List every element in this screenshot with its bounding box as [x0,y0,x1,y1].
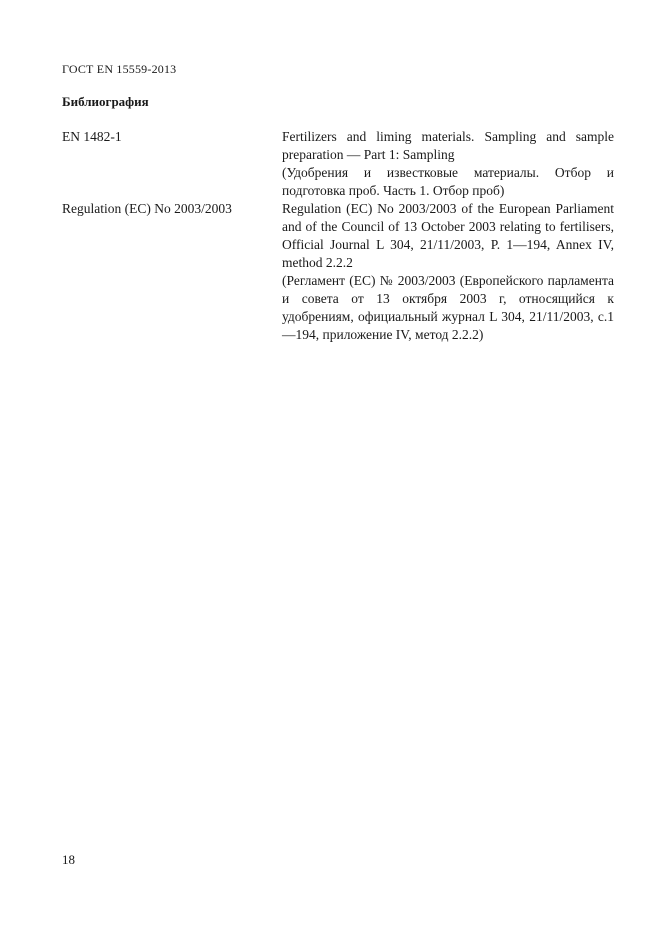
bibliography-description-ru: (Удобрения и известковые материалы. Отбор и подготовка проб. Часть 1. Отбор проб) [282,165,614,198]
bibliography-description-en: Regulation (EC) No 2003/2003 of the European Parliament and of the Council of 13 October 2003 relating to fertilisers, Official Journal L 304, 21/11/2003, P. 1—194, Annex IV, method 2.2.2 [282,201,614,270]
bibliography-reference: Regulation (EC) No 2003/2003 [62,201,232,216]
bibliography-list [62,128,614,344]
bibliography-description [282,200,614,344]
bibliography-description [282,128,614,200]
bibliography-description-en: Fertilizers and liming materials. Sampling and sample preparation — Part 1: Sampling [282,129,614,162]
bibliography-reference: EN 1482-1 [62,129,122,144]
document-header-code: ГОСТ EN 15559-2013 [62,62,177,76]
page-number: 18 [62,852,75,867]
bibliography-entry [62,200,614,344]
bibliography-entry [62,128,614,200]
bibliography-description-ru: (Регламент (ЕС) № 2003/2003 (Европейского парламента и совета от 13 октября 2003 г, относящийся к удобрениям, официальный журнал L 304, 21/11/2003, с.1—194, приложение IV, метод 2.2.2) [282,273,614,342]
section-title: Библиография [62,94,149,109]
